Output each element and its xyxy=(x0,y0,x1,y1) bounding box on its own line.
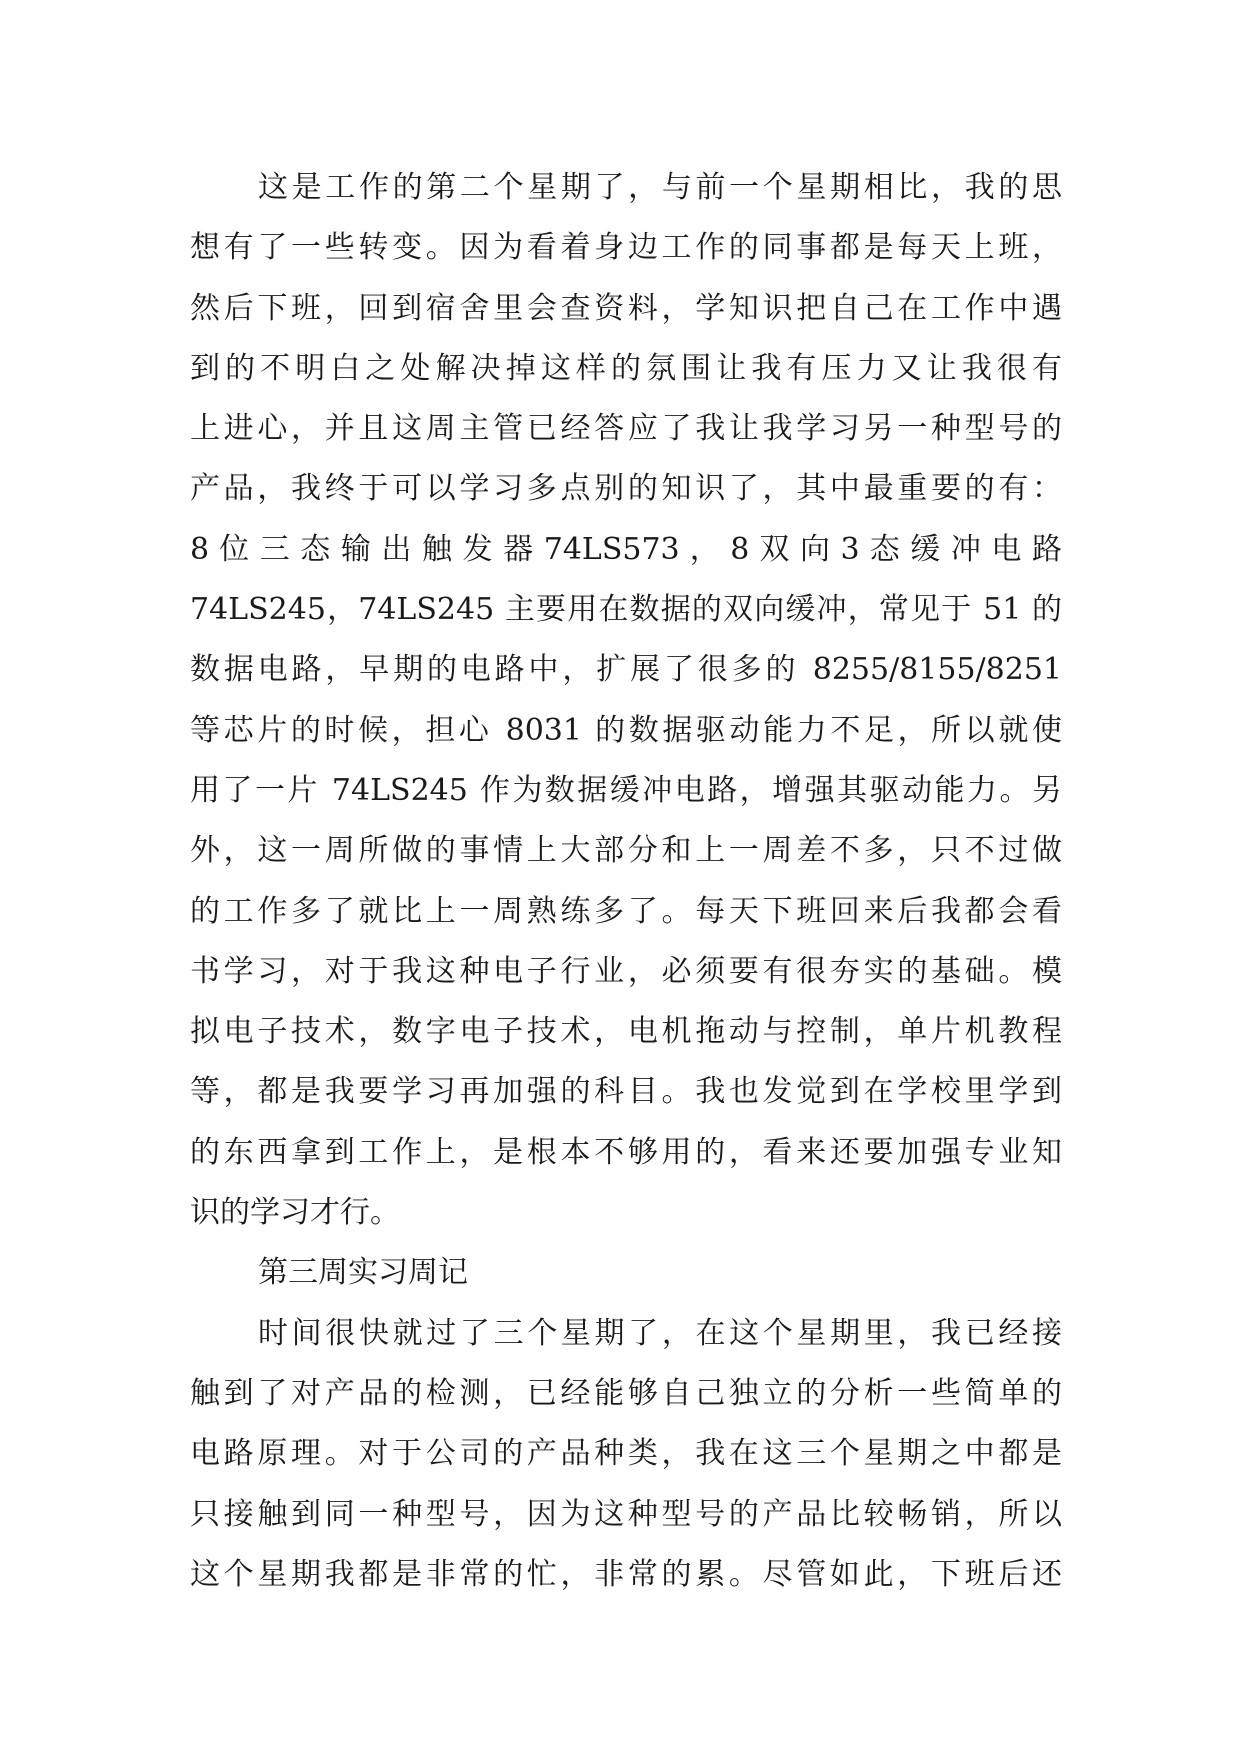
paragraph-line: 8 位 三 态 输 出 触 发 器 74LS573 ， 8 双 向 3 态 缓 冲 电 路 xyxy=(190,531,1062,567)
section-heading: 第三周实习周记 xyxy=(258,1255,468,1291)
paragraph-line: 时间很快就过了三个星期了，在这个星期里，我已经接 xyxy=(258,1315,1062,1351)
paragraph-line: 上进心，并且这周主管已经答应了我让我学习另一种型号的 xyxy=(190,411,1062,447)
paragraph-line: 书学习，对于我这种电子行业，必须要有很夯实的基础。模 xyxy=(190,953,1062,989)
paragraph-line: 这是工作的第二个星期了，与前一个星期相比，我的思 xyxy=(258,170,1062,205)
paragraph-line: 想有了一些转变。因为看着身边工作的同事都是每天上班， xyxy=(190,230,1062,266)
paragraph-line: 然后下班，回到宿舍里会查资料，学知识把自己在工作中遇 xyxy=(190,290,1062,326)
paragraph-line: 只接触到同一种型号，因为这种型号的产品比较畅销，所以 xyxy=(190,1496,1062,1532)
paragraph-line: 拟电子技术，数字电子技术，电机拖动与控制，单片机教程 xyxy=(190,1014,1062,1050)
paragraph-line: 的工作多了就比上一周熟练多了。每天下班回来后我都会看 xyxy=(190,893,1062,929)
paragraph-line: 等芯片的时候，担心 8031 的数据驱动能力不足，所以就使 xyxy=(190,712,1062,748)
paragraph-line: 这个星期我都是非常的忙，非常的累。尽管如此，下班后还 xyxy=(190,1556,1062,1592)
paragraph-line: 电路原理。对于公司的产品种类，我在这三个星期之中都是 xyxy=(190,1436,1062,1472)
paragraph-line: 触到了对产品的检测，已经能够自己独立的分析一些简单的 xyxy=(190,1375,1062,1411)
paragraph-line: 识的学习才行。 xyxy=(190,1195,400,1231)
paragraph-line: 外，这一周所做的事情上大部分和上一周差不多，只不过做 xyxy=(190,833,1062,869)
paragraph-line: 数据电路，早期的电路中，扩展了很多的 8255/8155/8251 xyxy=(190,652,1062,688)
paragraph-line: 的东西拿到工作上，是根本不够用的，看来还要加强专业知 xyxy=(190,1134,1062,1170)
paragraph-line: 到的不明白之处解决掉这样的氛围让我有压力又让我很有 xyxy=(190,350,1062,386)
paragraph-line: 用了一片 74LS245 作为数据缓冲电路，增强其驱动能力。另 xyxy=(190,772,1062,808)
paragraph-line: 产品，我终于可以学习多点别的知识了，其中最重要的有： xyxy=(190,471,1062,507)
paragraph-line: 等，都是我要学习再加强的科目。我也发觉到在学校里学到 xyxy=(190,1074,1062,1110)
paragraph-line: 74LS245，74LS245 主要用在数据的双向缓冲，常见于 51 的 xyxy=(190,592,1062,628)
document-body xyxy=(190,158,1062,1605)
